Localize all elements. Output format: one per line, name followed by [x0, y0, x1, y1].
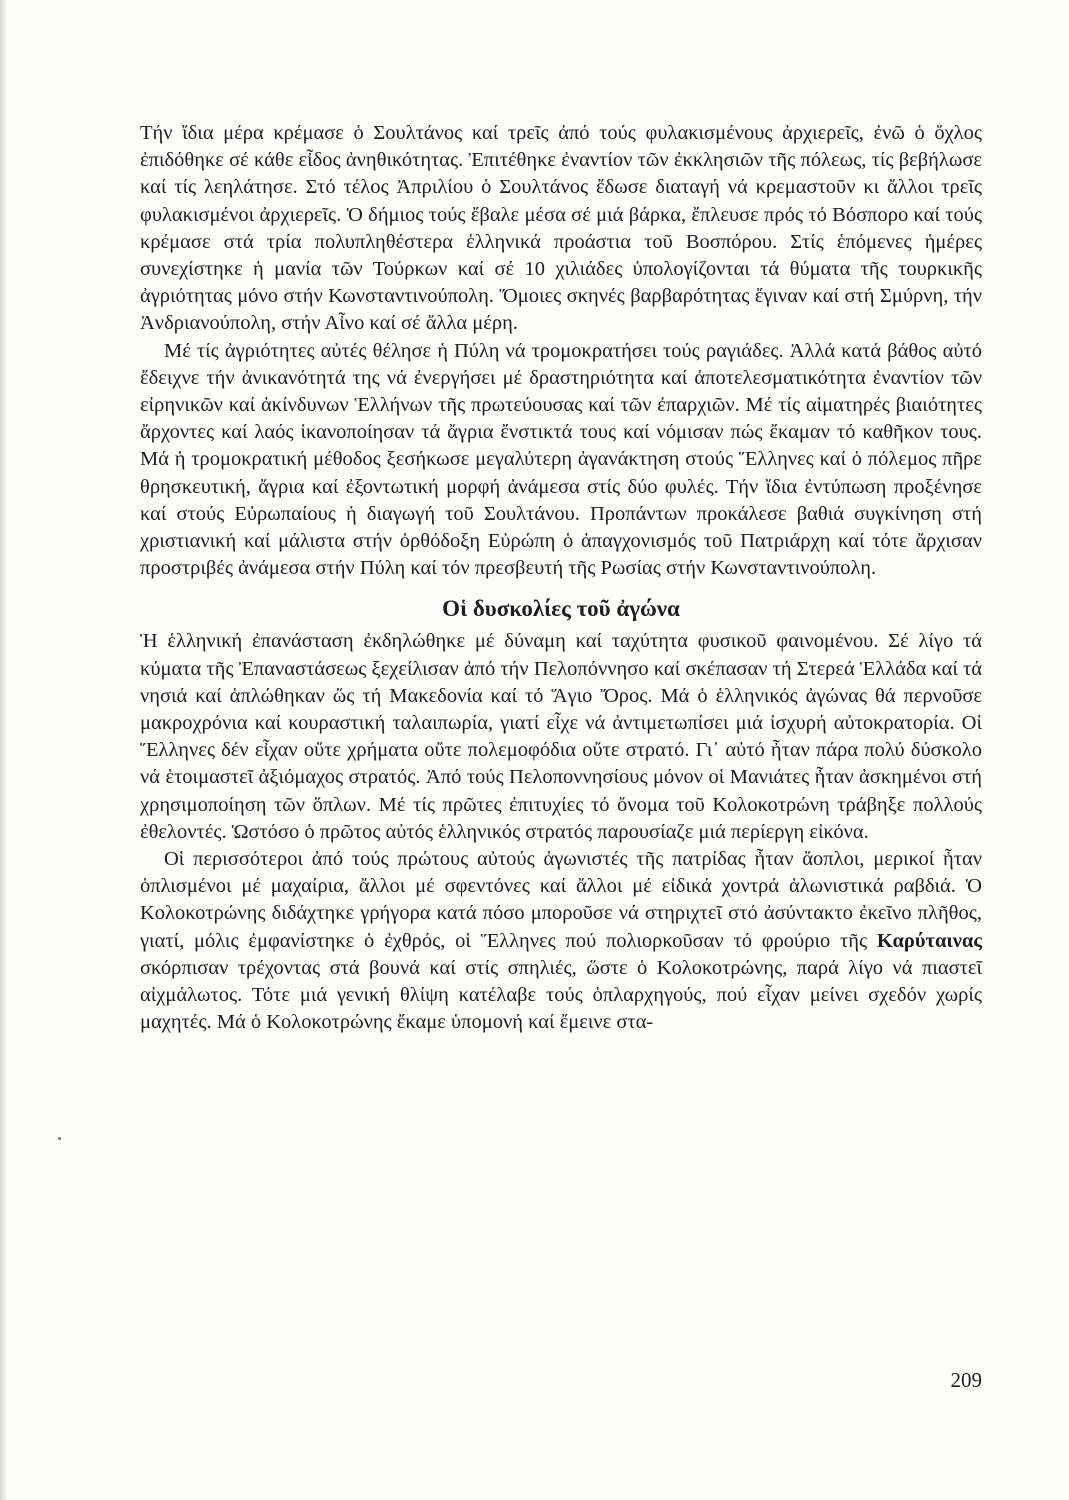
paragraph-4 — [140, 846, 982, 1036]
page-left-edge — [0, 0, 6, 1500]
place-name-bold: Καρύταινας — [876, 929, 982, 952]
body-text — [140, 120, 982, 1037]
paragraph-4-end: σκόρπισαν τρέχοντας στά βουνά καί στίς σπηλιές, ὥστε ὁ Κολοκοτρώνης, παρά λίγο νά πιαστεῖ αἰχμάλωτος. Τότε μιά γενική θλίψη κατέλαβε τούς ὁπλαρχηγούς, πού εἶχαν μείνει σχεδόν χωρίς μαχητές. Μά ὁ Κολοκοτρώνης ἔκαμε ὑπομονή καί ἔμεινε στα- — [140, 956, 982, 1034]
margin-speck — [58, 1137, 61, 1140]
page-number: 209 — [950, 1368, 982, 1392]
paragraph-1: Τήν ἴδια μέρα κρέμασε ὁ Σουλτάνος καί τρεῖς ἀπό τούς φυλακισμένους ἀρχιερεῖς, ἐνῶ ὁ ὄχλος ἐπιδόθηκε σέ κάθε εἶδος ἀνηθικότητας. Ἐπιτέθηκε ἐναντίον τῶν ἐκκλησιῶν τῆς πόλεως, τίς βεβήλωσε καί τίς λεηλάτησε. Στό τέλος Ἀπριλίου ὁ Σουλτάνος ἔδωσε διαταγή νά κρεμαστοῦν κι ἄλλοι τρεῖς φυλακισμένοι ἀρχιερεῖς. Ὁ δήμιος τούς ἔβαλε μέσα σέ μιά βάρκα, ἔπλευσε πρός τό Βόσπορο καί τούς κρέμασε στά τρία πολυπληθέστερα ἑλληνικά προάστια τοῦ Βοσπόρου. Στίς ἑπόμενες ἡμέρες συνεχίστηκε ἡ μανία τῶν Τούρκων καί σέ 10 χιλιάδες ὑπολογίζονται τά θύματα τῆς τουρκικῆς ἀγριότητας μόνο στήν Κωνσταντινούπολη. Ὅμοιες σκηνές βαρβαρότητας ἔγιναν καί στή Σμύρνη, τήν Ἀνδριανούπολη, στήν Αἶνο καί σέ ἄλλα μέρη. — [140, 122, 982, 335]
paragraph-2: Μέ τίς ἀγριότητες αὐτές θέλησε ἡ Πύλη νά τρομοκρατήσει τούς ραγιάδες. Ἀλλά κατά βάθος αὐτό ἔδειχνε τήν ἀνικανότητά της νά ἐνεργήσει μέ δραστηριότητα καί ἀποτελεσματικότητα ἐναντίον τῶν εἰρηνικῶν καί ἀκίνδυνων Ἑλλήνων τῆς πρωτεύουσας καί τῶν ἐπαρχιῶν. Μέ τίς αἱματηρές βιαιότητες ἄρχοντες καί λαός ἱκανοποίησαν τά ἄγρια ἔνστικτά τους καί νόμισαν πώς ἔκαμαν τό καθῆκον τους. Μά ἡ τρομοκρατική μέθοδος ξεσήκωσε μεγαλύτερη ἀγανάκτηση στούς Ἕλληνες καί ὁ πόλεμος πῆρε θρησκευτική, ἄγρια καί ἐξοντωτική μορφή ἀνάμεσα στίς δύο φυλές. Τήν ἴδια ἐντύπωση προξένησε καί στούς Εὐρωπαίους ἡ διαγωγή τοῦ Σουλτάνου. Προπάντων προκάλεσε βαθιά συγκίνηση στή χριστιανική καί μάλιστα στήν ὀρθόδοξη Εὐρώπη ὁ ἀπαγχονισμός τοῦ Πατριάρχη καί τότε ἄρχισαν προστριβές ἀνάμεσα στήν Πύλη καί τόν πρεσβευτή τῆς Ρωσίας στήν Κωνσταντινούπολη. — [140, 339, 982, 580]
paragraph-3: Ἡ ἑλληνική ἐπανάσταση ἐκδηλώθηκε μέ δύναμη καί ταχύτητα φυσικοῦ φαινομένου. Σέ λίγο τά κύματα τῆς Ἐπαναστάσεως ξεχείλισαν ἀπό τήν Πελοπόννησο καί σκέπασαν τή Στερεά Ἑλλάδα καί τά νησιά καί ἁπλώθηκαν ὥς τή Μακεδονία καί τό Ἅγιο Ὄρος. Μά ὁ ἑλληνικός ἀγώνας θά περνοῦσε μακροχρόνια καί κουραστική ταλαιπωρία, γιατί εἶχε νά ἀντιμετωπίσει μιά ἰσχυρή αὐτοκρατορία. Οἱ Ἕλληνες δέν εἶχαν οὔτε χρήματα οὔτε πολεμοφόδια οὔτε στρατό. Γι᾿ αὐτό ἦταν πάρα πολύ δύσκολο νά ἑτοιμαστεῖ ἀξιόμαχος στρατός. Ἀπό τούς Πελοποννησίους μόνον οἱ Μανιάτες ἦταν ἀσκημένοι στή χρησιμοποίηση τῶν ὅπλων. Μέ τίς πρῶτες ἐπιτυχίες τό ὄνομα τοῦ Κολοκοτρώνη τράβηξε πολλούς ἐθελοντές. Ὡστόσο ὁ πρῶτος αὐτός ἑλληνικός στρατός παρουσίαζε μιά περίεργη εἰκόνα. — [140, 630, 982, 843]
section-heading: Οἱ δυσκολίες τοῦ ἀγώνα — [442, 596, 680, 622]
paragraph-4-start: Οἱ περισσότεροι ἀπό τούς πρώτους αὐτούς ἀγωνιστές τῆς πατρίδας ἦταν ἄοπλοι, μερικοί ἦταν ὁπλισμένοι μέ μαχαίρια, ἄλλοι μέ σφεντόνες καί ἄλλοι μέ εἰδικά χοντρά ἁλωνιστικά ραβδιά. Ὁ Κολοκοτρώνης διδάχτηκε γρήγορα κατά πόσο μποροῦσε νά στηριχτεῖ στό ἀσύντακτο ἐκεῖνο πλῆθος, γιατί, μόλις ἐμφανίστηκε ὁ ἐχθρός, οἱ Ἕλληνες πού πολιορκοῦσαν τό φρούριο τῆς — [140, 848, 982, 952]
